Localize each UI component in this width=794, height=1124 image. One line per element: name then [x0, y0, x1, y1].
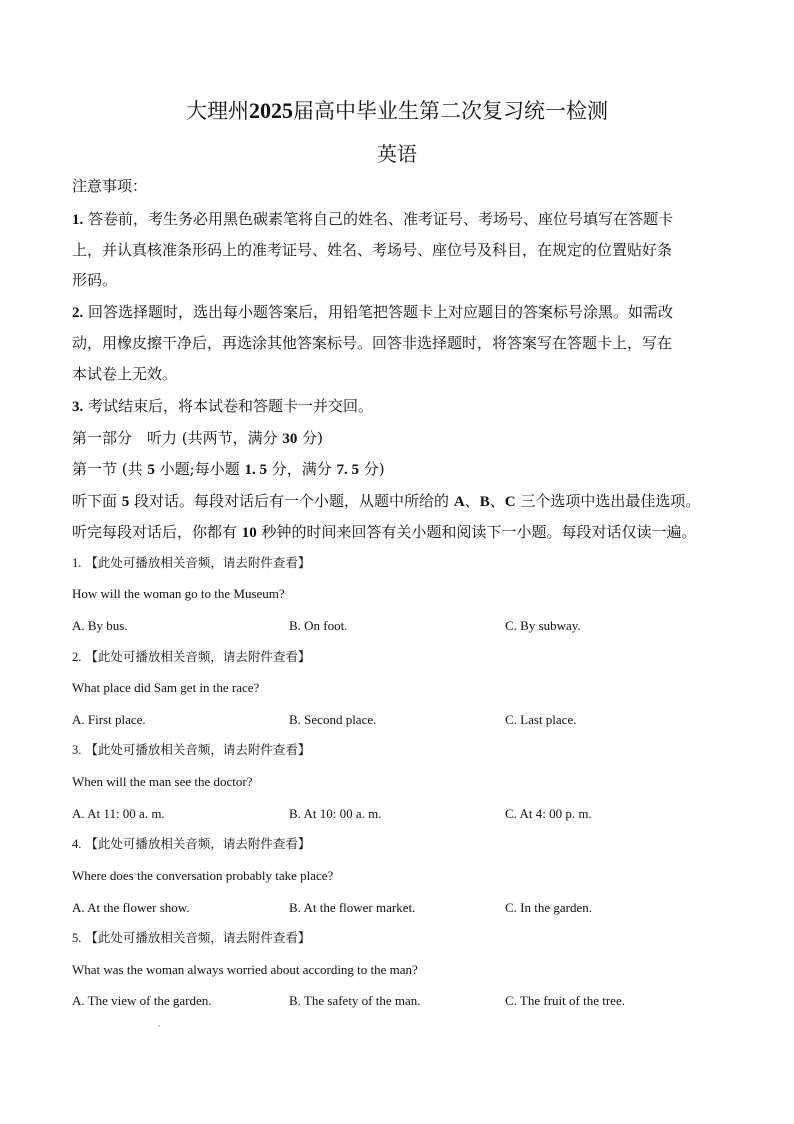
instructions-dialog-count: 5	[121, 494, 130, 510]
instructions-text-5: 秒钟的时间来回答有关小题和阅读下一小题。每段对话仅读一遍。	[256, 523, 697, 541]
question-3-option-b: B. At 10: 00 a. m.	[289, 806, 382, 821]
question-5-option-c: C. The fruit of the tree.	[505, 993, 625, 1008]
instructions-option-a: A	[453, 494, 465, 510]
question-4-option-c: C. In the garden.	[505, 900, 593, 915]
section-1-each-score: 1. 5	[244, 462, 267, 478]
question-2-option-c: C. Last place.	[505, 712, 577, 727]
instructions-option-c: C	[504, 494, 516, 510]
instructions-option-b: B	[479, 494, 490, 510]
question-2-header	[72, 648, 310, 666]
notice-item-1-line-2: 上，并认真核准条形码上的准考证号、姓名、考场号、座位号及科目，在规定的位置贴好条	[72, 241, 673, 259]
question-3-option-a: A. At 11: 00 a. m.	[72, 806, 165, 821]
question-4-number: 4.	[72, 837, 82, 851]
notice-item-3-line-1	[72, 391, 732, 423]
scan-speck	[158, 1025, 160, 1027]
question-1-number: 1.	[72, 556, 82, 570]
notice-item-3-number: 3.	[72, 399, 84, 415]
notice-item-2-line-3: 本试卷上无效。	[72, 365, 178, 383]
notice-item-2-line-2: 动，用橡皮擦干净后，再选涂其他答案标号。回答非选择题时，将答案写在答题卡上，写在	[72, 334, 673, 352]
section-1-count: 5	[147, 462, 155, 478]
question-4-header	[72, 835, 310, 853]
question-4-stem: Where does the conversation probably take place?	[72, 868, 334, 883]
section-1-total-score: 7. 5	[336, 462, 360, 478]
page-title	[0, 96, 794, 126]
title-suffix: 届高中毕业生第二次复习统一检测	[293, 99, 608, 123]
notice-item-2-line-1	[72, 297, 732, 329]
notice-item-3-text: 考试结束后，将本试卷和答题卡一并交回。	[83, 397, 374, 415]
section-1-heading	[72, 454, 732, 486]
instructions-line-1	[72, 486, 732, 518]
question-4-audio-note[interactable]: 【此处可播放相关音频，请去附件查看】	[85, 836, 311, 851]
question-5-number: 5.	[72, 931, 82, 945]
title-prefix: 大理州	[186, 99, 249, 123]
question-3-header	[72, 741, 310, 759]
question-5-option-b: B. The safety of the man.	[289, 993, 421, 1008]
part-1-heading-end: 分)	[297, 429, 324, 447]
section-1-heading-text: 第一节 (共	[72, 460, 148, 478]
question-2-option-b: B. Second place.	[289, 712, 377, 727]
part-1-heading-text: 第一部分 听力 (共两节，满分	[72, 429, 283, 447]
notice-item-2-number: 2.	[72, 305, 84, 321]
question-5-header	[72, 929, 310, 947]
notice-item-1-line-3: 形码。	[72, 271, 118, 289]
notice-heading: 注意事项：	[72, 177, 148, 195]
question-1-stem: How will the woman go to the Museum?	[72, 586, 285, 601]
notice-item-1-text: 答卷前，考生务必用黑色碳素笔将自己的姓名、准考证号、考场号、座位号填写在答题卡	[83, 210, 674, 228]
question-3-audio-note[interactable]: 【此处可播放相关音频，请去附件查看】	[85, 742, 311, 757]
instructions-text-2: 段对话。每段对话后有一个小题，从题中所给的	[129, 492, 454, 510]
question-1-header	[72, 554, 310, 572]
question-4-option-a: A. At the flower show.	[72, 900, 190, 915]
question-2-audio-note[interactable]: 【此处可播放相关音频，请去附件查看】	[85, 649, 311, 664]
question-4-option-b: B. At the flower market.	[289, 900, 416, 915]
instructions-text-3: 三个选项中选出最佳选项。	[515, 492, 701, 510]
instructions-sep-2: 、	[489, 492, 505, 510]
section-1-heading-end: 分)	[359, 460, 385, 478]
part-1-score: 30	[282, 431, 298, 447]
question-1-option-b: B. On foot.	[289, 618, 348, 633]
instructions-line-2	[72, 517, 732, 549]
question-5-option-a: A. The view of the garden.	[72, 993, 212, 1008]
section-1-heading-text-2: 小题;每小题	[154, 460, 245, 478]
question-1-option-a: A. By bus.	[72, 618, 128, 633]
title-year: 2025	[249, 98, 293, 123]
notice-item-1-line-1	[72, 204, 732, 236]
question-2-number: 2.	[72, 650, 82, 664]
question-5-stem: What was the woman always worried about according to the man?	[72, 962, 418, 977]
question-1-option-c: C. By subway.	[505, 618, 581, 633]
instructions-seconds: 10	[241, 525, 257, 541]
notice-item-1-number: 1.	[72, 212, 84, 228]
instructions-text-1: 听下面	[72, 492, 122, 510]
question-3-stem: When will the man see the doctor?	[72, 774, 253, 789]
question-2-stem: What place did Sam get in the race?	[72, 680, 260, 695]
question-2-option-a: A. First place.	[72, 712, 146, 727]
question-3-number: 3.	[72, 743, 82, 757]
subject-title: 英语	[377, 142, 417, 166]
question-1-audio-note[interactable]: 【此处可播放相关音频，请去附件查看】	[85, 555, 311, 570]
instructions-sep-1: 、	[464, 492, 480, 510]
question-3-option-c: C. At 4: 00 p. m.	[505, 806, 592, 821]
question-5-audio-note[interactable]: 【此处可播放相关音频，请去附件查看】	[85, 930, 311, 945]
section-1-heading-text-3: 分，满分	[266, 460, 337, 478]
instructions-text-4: 听完每段对话后，你都有	[72, 523, 242, 541]
notice-item-2-text: 回答选择题时，选出每小题答案后，用铅笔把答题卡上对应题目的答案标号涂黑。如需改	[83, 303, 674, 321]
part-1-heading	[72, 423, 732, 455]
